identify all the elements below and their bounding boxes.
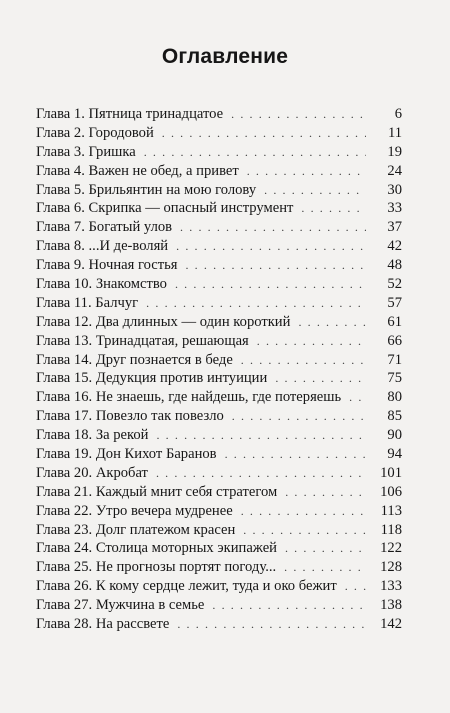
page-number: 61 bbox=[387, 313, 402, 330]
toc-entry bbox=[36, 256, 402, 275]
chapter-title: Глава 13. Тринадцатая, решающая bbox=[36, 332, 249, 349]
toc-entry bbox=[36, 483, 402, 502]
chapter-title: Глава 26. К кому сердце лежит, туда и око бежит bbox=[36, 578, 337, 595]
toc-entry bbox=[36, 275, 402, 294]
page-number: 19 bbox=[387, 143, 402, 160]
chapter-title: Глава 4. Важен не обед, а привет bbox=[36, 162, 239, 179]
toc-entry bbox=[36, 351, 402, 370]
chapter-title: Глава 23. Долг платежом красен bbox=[36, 521, 236, 538]
chapter-title: Глава 5. Брильянтин на мою голову bbox=[36, 181, 257, 198]
page-number: 118 bbox=[380, 521, 402, 538]
page-number: 113 bbox=[380, 502, 402, 519]
page-number: 42 bbox=[387, 238, 402, 255]
dot-leader bbox=[144, 143, 366, 162]
toc-entry bbox=[36, 407, 402, 426]
page-number: 80 bbox=[387, 389, 402, 406]
page-title: Оглавление bbox=[161, 45, 289, 68]
dot-leader bbox=[232, 407, 366, 426]
dot-leader bbox=[156, 464, 366, 483]
toc-entry bbox=[36, 464, 402, 483]
page-number: 37 bbox=[387, 219, 402, 236]
dot-leader bbox=[176, 237, 366, 256]
dot-leader bbox=[175, 275, 366, 294]
chapter-title: Глава 10. Знакомство bbox=[36, 276, 167, 293]
dot-leader bbox=[285, 539, 366, 558]
dot-leader bbox=[241, 351, 366, 370]
toc-entry bbox=[36, 143, 402, 162]
toc-entry bbox=[36, 388, 402, 407]
page-number: 122 bbox=[380, 540, 402, 557]
toc-entry bbox=[36, 577, 402, 596]
page-number: 6 bbox=[394, 106, 402, 122]
dot-leader bbox=[345, 577, 366, 596]
toc-entry bbox=[36, 181, 402, 200]
chapter-title: Глава 19. Дон Кихот Баранов bbox=[36, 446, 217, 463]
chapter-title: Глава 16. Не знаешь, где найдешь, где потеряешь bbox=[36, 389, 342, 406]
toc-entry bbox=[36, 502, 402, 521]
page-number: 33 bbox=[387, 200, 402, 217]
page-number: 66 bbox=[387, 332, 402, 349]
dot-leader bbox=[241, 502, 366, 521]
toc-entry bbox=[36, 615, 402, 634]
toc-entry bbox=[36, 426, 402, 445]
page-number: 57 bbox=[387, 294, 402, 311]
toc-entry bbox=[36, 596, 402, 615]
chapter-title: Глава 17. Повезло так повезло bbox=[36, 408, 224, 425]
chapter-title: Глава 3. Гришка bbox=[36, 143, 136, 160]
chapter-title: Глава 8. ...И де-воляй bbox=[36, 238, 169, 255]
chapter-title: Глава 25. Не прогнозы портят погоду... bbox=[36, 559, 277, 576]
dot-leader bbox=[257, 332, 366, 351]
toc-entry bbox=[36, 445, 402, 464]
dot-leader bbox=[285, 483, 366, 502]
dot-leader bbox=[162, 124, 366, 143]
chapter-title: Глава 18. За рекой bbox=[36, 427, 149, 444]
toc-entry bbox=[36, 237, 402, 256]
dot-leader bbox=[349, 388, 366, 407]
page-number: 133 bbox=[380, 578, 402, 595]
chapter-title: Глава 21. Каждый мнит себя стратегом bbox=[36, 483, 278, 500]
page-number: 71 bbox=[387, 351, 402, 368]
chapter-title: Глава 7. Богатый улов bbox=[36, 219, 173, 236]
page-number: 128 bbox=[380, 559, 402, 576]
page-number: 85 bbox=[387, 408, 402, 425]
toc-entry bbox=[36, 332, 402, 351]
page-number: 30 bbox=[387, 181, 402, 198]
chapter-title: Глава 6. Скрипка — опасный инструмент bbox=[36, 200, 294, 217]
page-number: 101 bbox=[380, 464, 402, 481]
page-number: 48 bbox=[387, 257, 402, 274]
page-number: 90 bbox=[387, 427, 402, 444]
chapter-title: Глава 28. На рассвете bbox=[36, 616, 170, 633]
chapter-title: Глава 22. Утро вечера мудренее bbox=[36, 502, 233, 519]
toc-entry bbox=[36, 539, 402, 558]
toc-entry bbox=[36, 369, 402, 388]
page-number: 52 bbox=[387, 276, 402, 293]
dot-leader bbox=[146, 294, 366, 313]
chapter-title: Глава 12. Два длинных — один короткий bbox=[36, 313, 291, 330]
dot-leader bbox=[185, 256, 366, 275]
toc-entry bbox=[36, 521, 402, 540]
chapter-title: Глава 27. Мужчина в семье bbox=[36, 597, 205, 614]
chapter-title: Глава 20. Акробат bbox=[36, 464, 148, 481]
toc-entry bbox=[36, 124, 402, 143]
dot-leader bbox=[156, 426, 366, 445]
toc-entry bbox=[36, 558, 402, 577]
dot-leader bbox=[264, 181, 366, 200]
toc-entry bbox=[36, 162, 402, 181]
toc-entry bbox=[36, 313, 402, 332]
dot-leader bbox=[298, 313, 366, 332]
dot-leader bbox=[243, 521, 366, 540]
dot-leader bbox=[180, 218, 366, 237]
chapter-title: Глава 11. Балчуг bbox=[36, 294, 139, 311]
page-number: 24 bbox=[387, 162, 402, 179]
toc-entry bbox=[36, 294, 402, 313]
dot-leader bbox=[247, 162, 366, 181]
page-number: 94 bbox=[387, 446, 402, 463]
dot-leader bbox=[177, 615, 366, 634]
page-number: 11 bbox=[387, 124, 402, 141]
page-number: 138 bbox=[380, 597, 402, 614]
toc-entry bbox=[36, 105, 402, 124]
dot-leader bbox=[231, 105, 366, 124]
page-number: 106 bbox=[380, 483, 402, 500]
dot-leader bbox=[275, 369, 366, 388]
chapter-title: Глава 2. Городовой bbox=[36, 124, 154, 141]
table-of-contents bbox=[36, 105, 402, 634]
page-number: 75 bbox=[387, 370, 402, 387]
dot-leader bbox=[212, 596, 366, 615]
page-number: 142 bbox=[380, 616, 402, 633]
toc-entry bbox=[36, 218, 402, 237]
chapter-title: Глава 14. Друг познается в беде bbox=[36, 351, 233, 368]
chapter-title: Глава 15. Дедукция против интуиции bbox=[36, 370, 268, 387]
dot-leader bbox=[225, 445, 366, 464]
chapter-title: Глава 1. Пятница тринадцатое bbox=[36, 106, 224, 122]
chapter-title: Глава 24. Столица моторных экипажей bbox=[36, 540, 277, 557]
dot-leader bbox=[284, 558, 366, 577]
chapter-title: Глава 9. Ночная гостья bbox=[36, 257, 178, 274]
dot-leader bbox=[301, 199, 366, 218]
toc-entry bbox=[36, 199, 402, 218]
